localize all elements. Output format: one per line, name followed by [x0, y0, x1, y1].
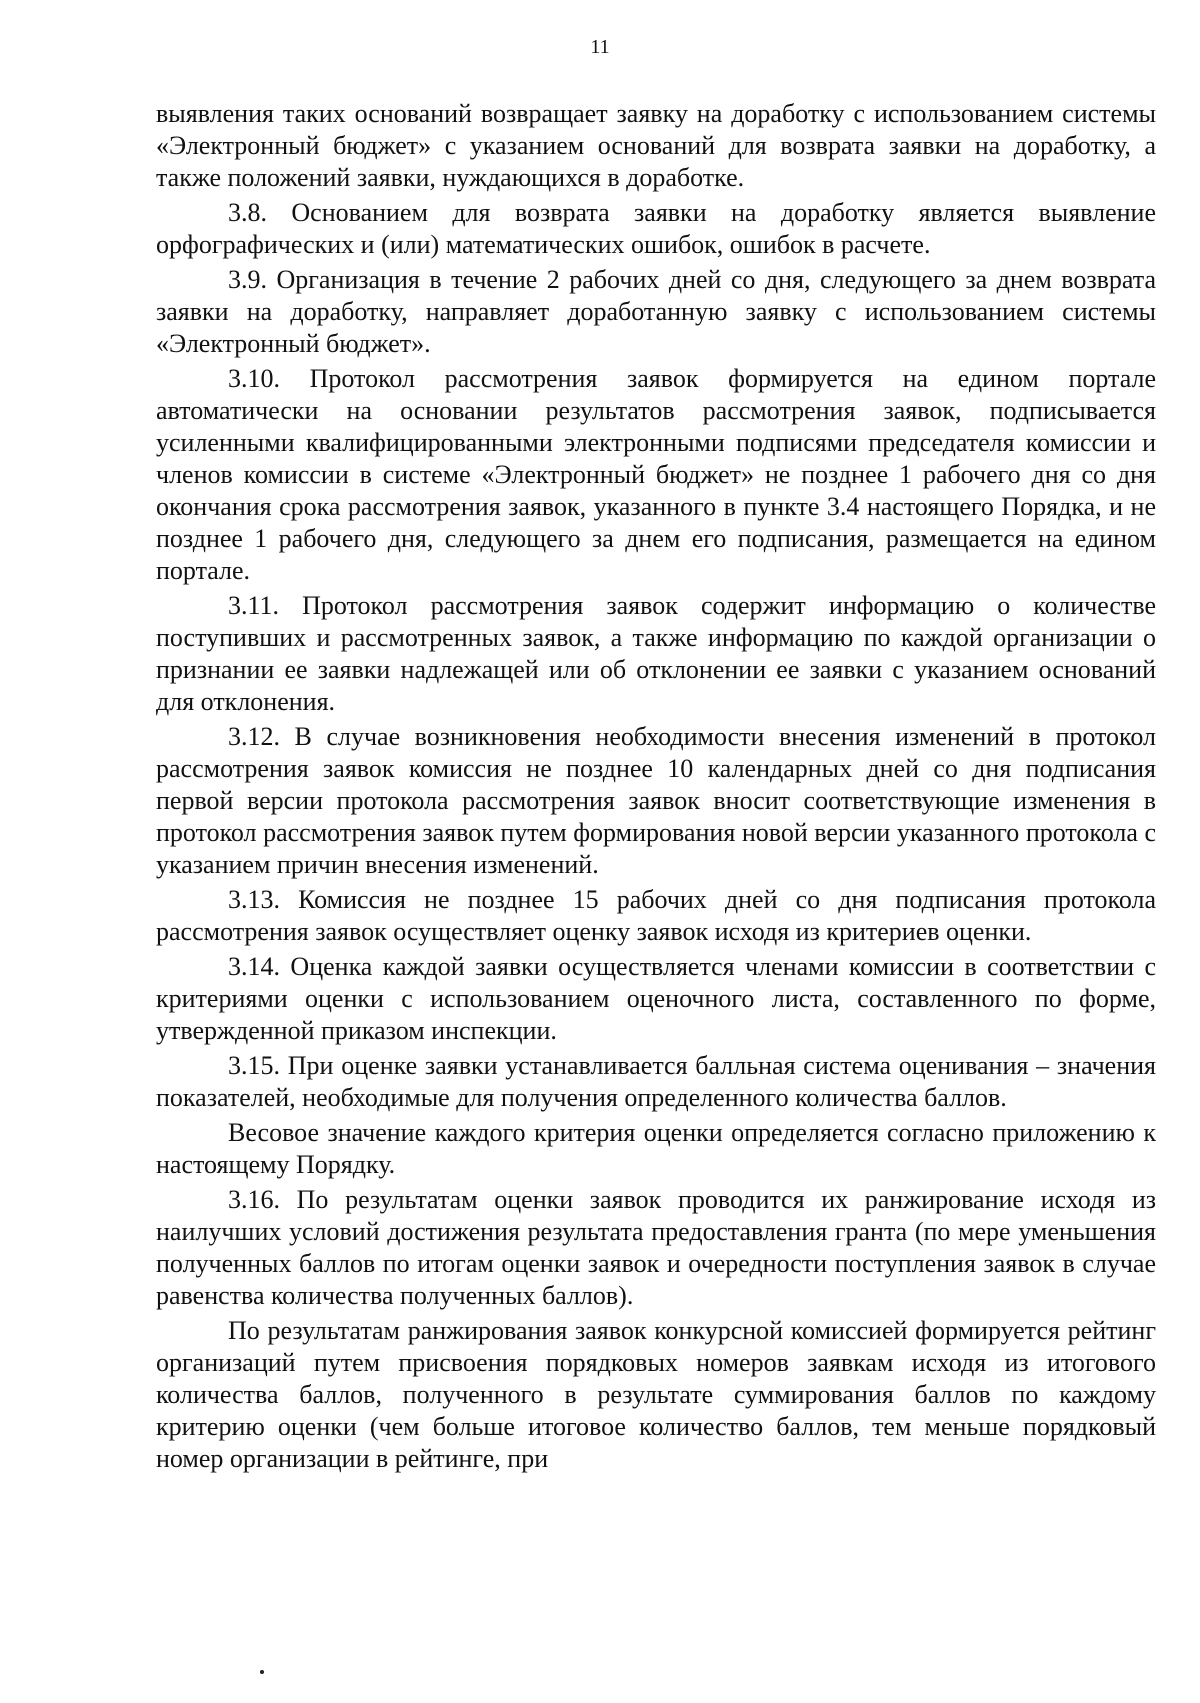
paragraph-3-14: 3.14. Оценка каждой заявки осуществляется членами комиссии в соответствии с критериями оценки с использованием оценочного листа, составленного по форме, утвержденной приказом инспекции. [156, 952, 1156, 1045]
paragraph-3-13: 3.13. Комиссия не позднее 15 рабочих дней со дня подписания протокола рассмотрения заявок осуществляет оценку заявок исходя из критериев оценки. [156, 885, 1156, 946]
paragraph-3-12: 3.12. В случае возникновения необходимости внесения изменений в протокол рассмотрения заявок комиссия не позднее 10 календарных дней со дня подписания первой версии протокола рассмотрения заявок вносит соответствующие изменения в протокол рассмотрения заявок путем формирования новой версии указанного протокола с указанием причин внесения изменений. [156, 722, 1156, 879]
paragraph-3-16: 3.16. По результатам оценки заявок проводится их ранжирование исходя из наилучших условий достижения результата предоставления гранта (по мере уменьшения полученных баллов по итогам оценки заявок и очередности поступления заявок в случае равенства количества полученных баллов). [156, 1185, 1156, 1310]
scan-speck [260, 1670, 264, 1674]
paragraph-weight: Весовое значение каждого критерия оценки определяется согласно приложению к настоящему Порядку. [156, 1118, 1156, 1179]
paragraph-3-9: 3.9. Организация в течение 2 рабочих дней со дня, следующего за днем возврата заявки на доработку, направляет доработанную заявку с использованием системы «Электронный бюджет». [156, 265, 1156, 358]
paragraph-3-15: 3.15. При оценке заявки устанавливается балльная система оценивания – значения показателей, необходимые для получения определенного количества баллов. [156, 1051, 1156, 1112]
paragraph-continuation: выявления таких оснований возвращает заявку на доработку с использованием системы «Электронный бюджет» с указанием оснований для возврата заявки на доработку, а также положений заявки, нуждающихся в доработке. [156, 99, 1156, 192]
paragraph-ranking: По результатам ранжирования заявок конкурсной комиссией формируется рейтинг организаций путем присвоения порядковых номеров заявкам исходя из итогового количества баллов, полученного в результате суммирования баллов по каждому критерию оценки (чем больше итоговое количество баллов, тем меньше порядковый номер организации в рейтинге, при [156, 1316, 1156, 1473]
page-number: 11 [590, 36, 610, 58]
document-body [156, 98, 1156, 1478]
paragraph-3-10: 3.10. Протокол рассмотрения заявок формируется на едином портале автоматически на основании результатов рассмотрения заявок, подписывается усиленными квалифицированными электронными подписями председателя комиссии и членов комиссии в системе «Электронный бюджет» не позднее 1 рабочего дня со дня окончания срока рассмотрения заявок, указанного в пункте 3.4 настоящего Порядка, и не позднее 1 рабочего дня, следующего за днем его подписания, размещается на едином портале. [156, 364, 1156, 585]
paragraph-3-8: 3.8. Основанием для возврата заявки на доработку является выявление орфографических и (или) математических ошибок, ошибок в расчете. [156, 198, 1156, 259]
paragraph-3-11: 3.11. Протокол рассмотрения заявок содержит информацию о количестве поступивших и рассмотренных заявок, а также информацию по каждой организации о признании ее заявки надлежащей или об отклонении ее заявки с указанием оснований для отклонения. [156, 591, 1156, 716]
